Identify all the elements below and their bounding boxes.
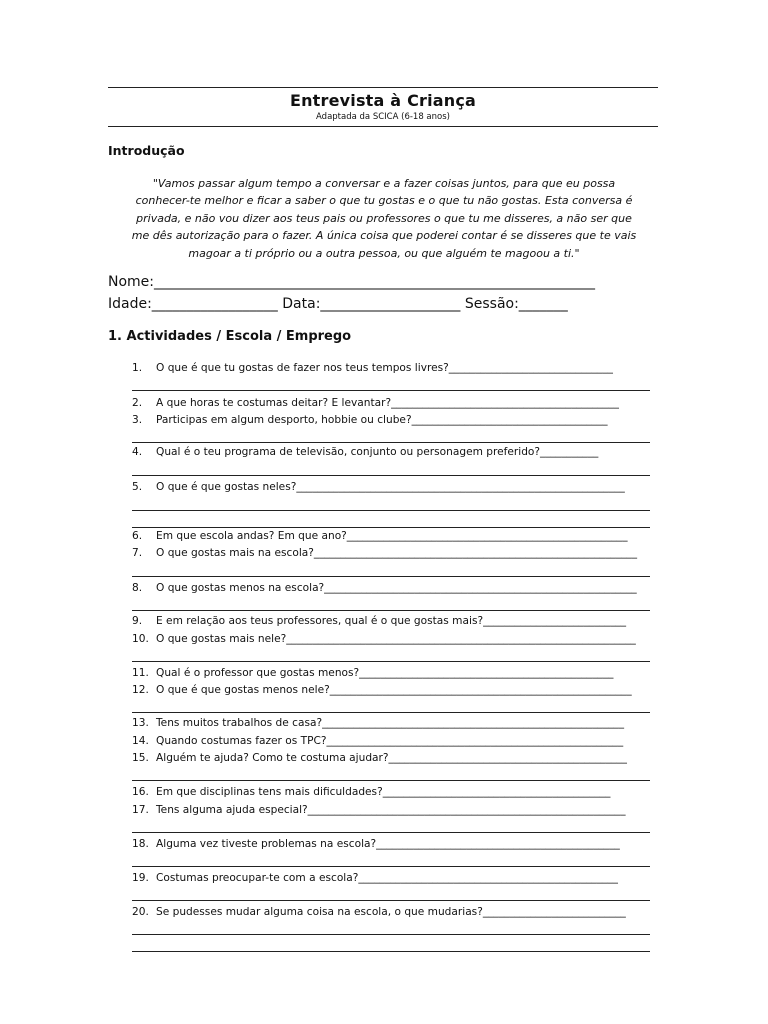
- document-subtitle: Adaptada da SCICA (6-18 anos): [316, 112, 450, 122]
- question-item[interactable]: [132, 667, 657, 683]
- question-item[interactable]: [132, 752, 657, 768]
- question-item[interactable]: [132, 838, 657, 854]
- answer-line[interactable]: [132, 934, 650, 935]
- question-text: Em que disciplinas tens mais dificuldades?___________________________________________: [156, 786, 611, 798]
- question-number: 10.: [132, 633, 149, 645]
- question-number: 17.: [132, 804, 149, 816]
- intro-quote-line: "Vamos passar algum tempo a conversar e a fazer coisas juntos, para que eu possa: [152, 177, 616, 190]
- question-text: O que gostas menos na escola?___________________________________________________________: [156, 582, 637, 594]
- header-bottom-rule: [108, 126, 658, 127]
- question-text: Participas em algum desporto, hobbie ou clube?_____________________________________: [156, 414, 608, 426]
- question-item[interactable]: [132, 481, 657, 497]
- question-item[interactable]: [132, 530, 657, 546]
- question-item[interactable]: [132, 397, 657, 413]
- question-item[interactable]: [132, 872, 657, 888]
- age-date-session-fields[interactable]: Idade:__________________ Data:____________________ Sessão:_______: [108, 296, 568, 312]
- question-text: Alguém te ajuda? Como te costuma ajudar?_____________________________________________: [156, 752, 627, 764]
- question-number: 16.: [132, 786, 149, 798]
- question-item[interactable]: [132, 446, 657, 462]
- question-text: O que gostas mais nele?__________________________________________________________________: [156, 633, 636, 645]
- answer-line[interactable]: [132, 527, 650, 528]
- question-number: 8.: [132, 582, 143, 594]
- intro-quote: [108, 175, 660, 262]
- question-item[interactable]: [132, 786, 657, 802]
- section-heading: 1. Actividades / Escola / Emprego: [108, 329, 352, 344]
- question-number: 7.: [132, 547, 143, 559]
- question-number: 12.: [132, 684, 149, 696]
- intro-quote-line: conhecer-te melhor e ficar a saber o que tu gostas e o que tu não gostas. Esta conversa é: [135, 194, 633, 208]
- question-number: 4.: [132, 446, 143, 458]
- question-number: 20.: [132, 906, 149, 918]
- question-number: 2.: [132, 397, 143, 409]
- question-item[interactable]: [132, 906, 657, 922]
- question-text: O que é que tu gostas de fazer nos teus tempos livres?_______________________________: [156, 362, 613, 374]
- answer-line[interactable]: [132, 442, 650, 443]
- intro-quote-line: magoar a ti próprio ou a outra pessoa, ou que alguém te magoou a ti.": [188, 246, 580, 260]
- question-number: 19.: [132, 872, 149, 884]
- answer-line[interactable]: [132, 661, 650, 662]
- question-text: O que gostas mais na escola?_____________________________________________________________: [156, 547, 638, 559]
- question-text: E em relação aos teus professores, qual é o que gostas mais?___________________________: [156, 615, 627, 627]
- question-number: 14.: [132, 735, 149, 747]
- answer-line[interactable]: [132, 866, 650, 867]
- answer-line[interactable]: [132, 576, 650, 577]
- question-text: Qual é o professor que gostas menos?________________________________________________: [156, 667, 614, 679]
- question-text: Se pudesses mudar alguma coisa na escola, o que mudarias?___________________________: [156, 906, 626, 918]
- question-item[interactable]: [132, 547, 657, 563]
- answer-line[interactable]: [132, 510, 650, 511]
- intro-quote-line: me dês autorização para o fazer. A única coisa que poderei contar é se disseres que te vais: [131, 229, 637, 243]
- question-number: 1.: [132, 362, 143, 374]
- answer-line[interactable]: [132, 832, 650, 833]
- answer-line[interactable]: [132, 475, 650, 476]
- question-number: 5.: [132, 481, 143, 493]
- answer-line[interactable]: [132, 951, 650, 952]
- question-number: 18.: [132, 838, 149, 850]
- question-number: 13.: [132, 717, 149, 729]
- question-text: Tens muitos trabalhos de casa?_________________________________________________________: [156, 717, 625, 729]
- answer-line[interactable]: [132, 780, 650, 781]
- question-item[interactable]: [132, 582, 657, 598]
- question-text: A que horas te costumas deitar? E levantar?___________________________________________: [156, 397, 619, 409]
- answer-line[interactable]: [132, 610, 650, 611]
- question-number: 6.: [132, 530, 143, 542]
- question-number: 11.: [132, 667, 149, 679]
- answer-line[interactable]: [132, 900, 650, 901]
- question-item[interactable]: [132, 633, 657, 649]
- answer-line[interactable]: [132, 712, 650, 713]
- question-number: 3.: [132, 414, 143, 426]
- question-item[interactable]: [132, 804, 657, 820]
- document-title: Entrevista à Criança: [289, 91, 477, 110]
- question-item[interactable]: [132, 362, 657, 378]
- question-text: O que é que gostas neles?______________________________________________________________: [156, 481, 625, 493]
- question-number: 9.: [132, 615, 143, 627]
- name-field[interactable]: Nome:_______________________________________________________________: [108, 274, 596, 290]
- question-text: Alguma vez tiveste problemas na escola?______________________________________________: [156, 838, 620, 850]
- question-text: Tens alguma ajuda especial?____________________________________________________________: [156, 804, 626, 816]
- question-text: Qual é o teu programa de televisão, conjunto ou personagem preferido?___________: [156, 446, 599, 458]
- question-text: Em que escola andas? Em que ano?_____________________________________________________: [156, 530, 628, 542]
- question-item[interactable]: [132, 615, 657, 631]
- question-text: O que é que gostas menos nele?_________________________________________________________: [156, 684, 632, 696]
- intro-heading: Introdução: [108, 143, 185, 158]
- question-item[interactable]: [132, 414, 657, 430]
- question-item[interactable]: [132, 717, 657, 733]
- question-item[interactable]: [132, 684, 657, 700]
- question-text: Costumas preocupar-te com a escola?_________________________________________________: [156, 872, 618, 884]
- intro-quote-line: privada, e não vou dizer aos teus pais ou professores o que tu me disseres, a não ser que: [136, 211, 632, 225]
- answer-line[interactable]: [132, 390, 650, 391]
- question-item[interactable]: [132, 735, 657, 751]
- question-number: 15.: [132, 752, 149, 764]
- top-rule: [108, 87, 658, 88]
- question-text: Quando costumas fazer os TPC?________________________________________________________: [156, 735, 624, 747]
